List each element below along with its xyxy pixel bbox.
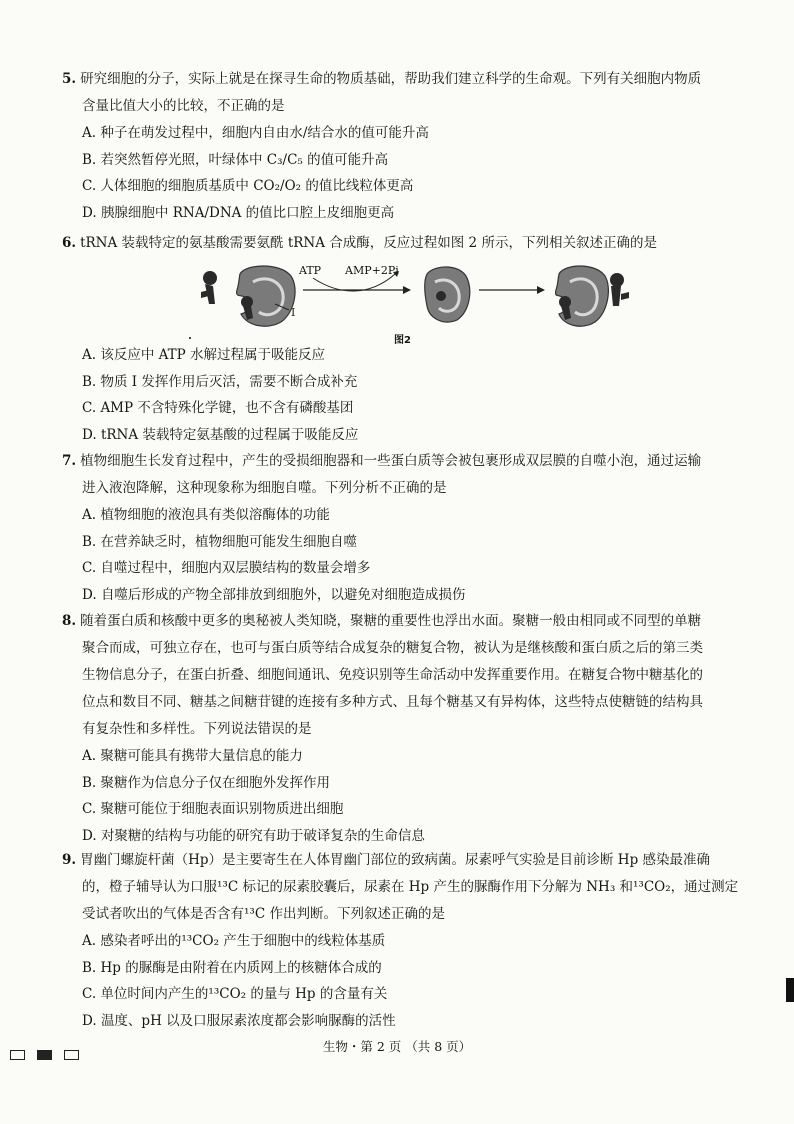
option-label: D.	[82, 426, 97, 443]
option-text: 单位时间内产生的¹³CO₂ 的量与 Hp 的含量有关	[100, 986, 388, 1002]
stem-line: 研究细胞的分子，实际上就是在探寻生命的物质基础，帮助我们建立科学的生命观。下列有关细胞内物质	[80, 71, 702, 87]
option-label: C.	[82, 400, 97, 416]
option-label: C.	[82, 560, 97, 576]
option-text: tRNA 装载特定氨基酸的过程属于吸能反应	[100, 426, 359, 443]
option-label: B.	[82, 959, 97, 976]
registration-mark	[37, 1050, 52, 1060]
question-number: 7.	[62, 453, 77, 469]
option-b	[82, 529, 762, 556]
question-stem	[62, 608, 762, 635]
stem-line: 位点和数目不同、糖基之间糖苷键的连接有多种方式、且每个糖基又有异构体，这些特点使糖链的结构具	[82, 694, 703, 710]
option-a	[82, 502, 762, 529]
option-text: Hp 的脲酶是由附着在内质网上的核糖体合成的	[100, 959, 382, 976]
option-label: C.	[82, 986, 97, 1002]
options-list	[82, 342, 762, 448]
enzyme-complex-icon	[425, 267, 470, 322]
option-text: 自噬过程中，细胞内双层膜结构的数量会增多	[100, 560, 371, 576]
option-text: 感染者呼出的¹³CO₂ 产生于细胞中的线粒体基质	[100, 933, 386, 949]
options-list	[82, 502, 762, 608]
question-stem	[62, 448, 762, 475]
option-text: 该反应中 ATP 水解过程属于吸能反应	[100, 347, 326, 363]
option-text: 若突然暂停光照，叶绿体中 C₃/C₅ 的值可能升高	[100, 151, 389, 168]
question-number: 8.	[62, 613, 77, 629]
page-footer: 生物・第 2 页 （共 8 页）	[322, 1039, 472, 1054]
marker-i: I	[291, 306, 296, 319]
stem-line: 含量比值大小的比较，不正确的是	[82, 98, 285, 114]
option-text: 聚糖可能具有携带大量信息的能力	[100, 748, 303, 764]
options-list	[82, 743, 762, 849]
option-label: B.	[82, 774, 97, 791]
stem-line: 随着蛋白质和核酸中更多的奥秘被人类知晓，聚糖的重要性也浮出水面。聚糖一般由相同或不同型的单糖	[80, 613, 702, 629]
option-a	[82, 743, 762, 770]
option-a	[82, 928, 762, 955]
question-stem	[62, 230, 762, 257]
stem-line: 有复杂性和多样性。下列说法错误的是	[82, 721, 312, 737]
option-label: D.	[82, 586, 97, 603]
option-label: B.	[82, 533, 97, 550]
option-label: C.	[82, 801, 97, 817]
printer-marks	[10, 1050, 79, 1060]
option-text: 种子在萌发过程中，细胞内自由水/结合水的值可能升高	[100, 125, 429, 141]
registration-mark	[64, 1050, 79, 1060]
option-label: A.	[82, 933, 97, 949]
option-c	[82, 981, 762, 1008]
option-d	[82, 422, 762, 449]
option-d	[82, 200, 762, 227]
option-label: D.	[82, 204, 97, 221]
option-text: 温度、pH 以及口服尿素浓度都会影响脲酶的活性	[100, 1012, 396, 1029]
atp-label: ATP	[299, 264, 322, 277]
option-text: AMP 不含特殊化学键，也不含有磷酸基团	[100, 400, 354, 416]
question-9	[62, 847, 762, 1034]
option-text: 物质 Ⅰ 发挥作用后灭活，需要不断合成补充	[100, 373, 358, 390]
question-number: 6.	[62, 235, 77, 251]
question-6	[62, 230, 762, 257]
option-d	[82, 582, 762, 609]
option-text: 聚糖可能位于细胞表面识别物质进出细胞	[100, 801, 344, 817]
stem-line: 植物细胞生长发育过程中，产生的受损细胞器和一些蛋白质等会被包裹形成双层膜的自噬小泡，通过运输	[80, 453, 702, 469]
option-c	[82, 796, 762, 823]
option-b	[82, 955, 762, 982]
option-c	[82, 395, 762, 422]
option-label: B.	[82, 373, 97, 390]
option-label: A.	[82, 125, 97, 141]
option-c	[82, 173, 762, 200]
figure-svg	[195, 260, 635, 338]
stem-line: 生物信息分子，在蛋白折叠、细胞间通讯、免疫识别等生命活动中发挥重要作用。在糖复合物中糖基化的	[82, 667, 703, 683]
option-label: C.	[82, 178, 97, 194]
option-b	[82, 369, 762, 396]
option-label: B.	[82, 151, 97, 168]
amp-label: AMP+2Pi	[345, 264, 399, 277]
figure-2-trna-diagram	[195, 260, 635, 338]
stem-line: 胃幽门螺旋杆菌（Hp）是主要寄生在人体胃幽门部位的致病菌。尿素呼气实验是目前诊断 Hp 感染最准确	[80, 852, 711, 868]
option-a	[82, 342, 762, 369]
option-label: D.	[82, 1012, 97, 1029]
stem-line: tRNA 装载特定的氨基酸需要氨酰 tRNA 合成酶，反应过程如图 2 所示，下列相关叙述正确的是	[80, 235, 657, 251]
option-label: D.	[82, 827, 97, 844]
question-8	[62, 608, 762, 849]
option-d	[82, 823, 762, 850]
amino-acid-icon	[610, 273, 629, 306]
option-label: A.	[82, 347, 97, 363]
option-label: A.	[82, 507, 97, 523]
option-text: 植物细胞的液泡具有类似溶酶体的功能	[100, 507, 330, 523]
option-text: 对聚糖的结构与功能的研究有助于破译复杂的生命信息	[100, 827, 425, 844]
option-label: A.	[82, 748, 97, 764]
stem-line: 聚合而成，可独立存在，也可与蛋白质等结合成复杂的糖复合物，被认为是继核酸和蛋白质之后的第三类	[82, 640, 703, 656]
option-b	[82, 770, 762, 797]
option-d	[82, 1008, 762, 1035]
stem-line: 受试者吹出的气体是否含有¹³C 作出判断。下列叙述正确的是	[82, 906, 445, 922]
option-a	[82, 120, 762, 147]
option-text: 在营养缺乏时，植物细胞可能发生细胞自噬	[100, 533, 358, 550]
stem-line: 进入液泡降解，这种现象称为细胞自噬。下列分析不正确的是	[82, 480, 447, 496]
option-c	[82, 555, 762, 582]
option-b	[82, 147, 762, 174]
edge-registration-mark	[786, 978, 794, 1002]
stem-line: 的，橙子辅导认为口服¹³C 标记的尿素胶囊后，尿素在 Hp 产生的脲酶作用下分解为 NH₃ 和¹³CO₂，通过测定	[82, 879, 739, 895]
question-stem	[62, 847, 762, 874]
option-text: 聚糖作为信息分子仅在细胞外发挥作用	[100, 774, 331, 791]
figure-caption: 图2	[394, 335, 411, 346]
question-number: 5.	[62, 71, 77, 87]
question-stem	[62, 66, 762, 93]
question-7	[62, 448, 762, 608]
scan-dot	[189, 337, 191, 339]
option-text: 人体细胞的细胞质基质中 CO₂/O₂ 的值比线粒体更高	[100, 178, 414, 194]
amino-acid-icon	[201, 271, 217, 304]
question-5	[62, 66, 762, 226]
option-text: 胰腺细胞中 RNA/DNA 的值比口腔上皮细胞更高	[100, 204, 395, 221]
arrow-head-icon	[537, 286, 545, 294]
question-number: 9.	[62, 852, 77, 868]
enzyme-icon	[556, 266, 609, 326]
registration-mark	[10, 1050, 25, 1060]
question-6-options	[62, 342, 762, 448]
enzyme-icon	[237, 266, 295, 326]
option-text: 自噬后形成的产物全部排放到细胞外，以避免对细胞造成损伤	[100, 586, 466, 603]
options-list	[82, 928, 762, 1034]
arrow-head-icon	[403, 286, 411, 294]
options-list	[82, 120, 762, 226]
